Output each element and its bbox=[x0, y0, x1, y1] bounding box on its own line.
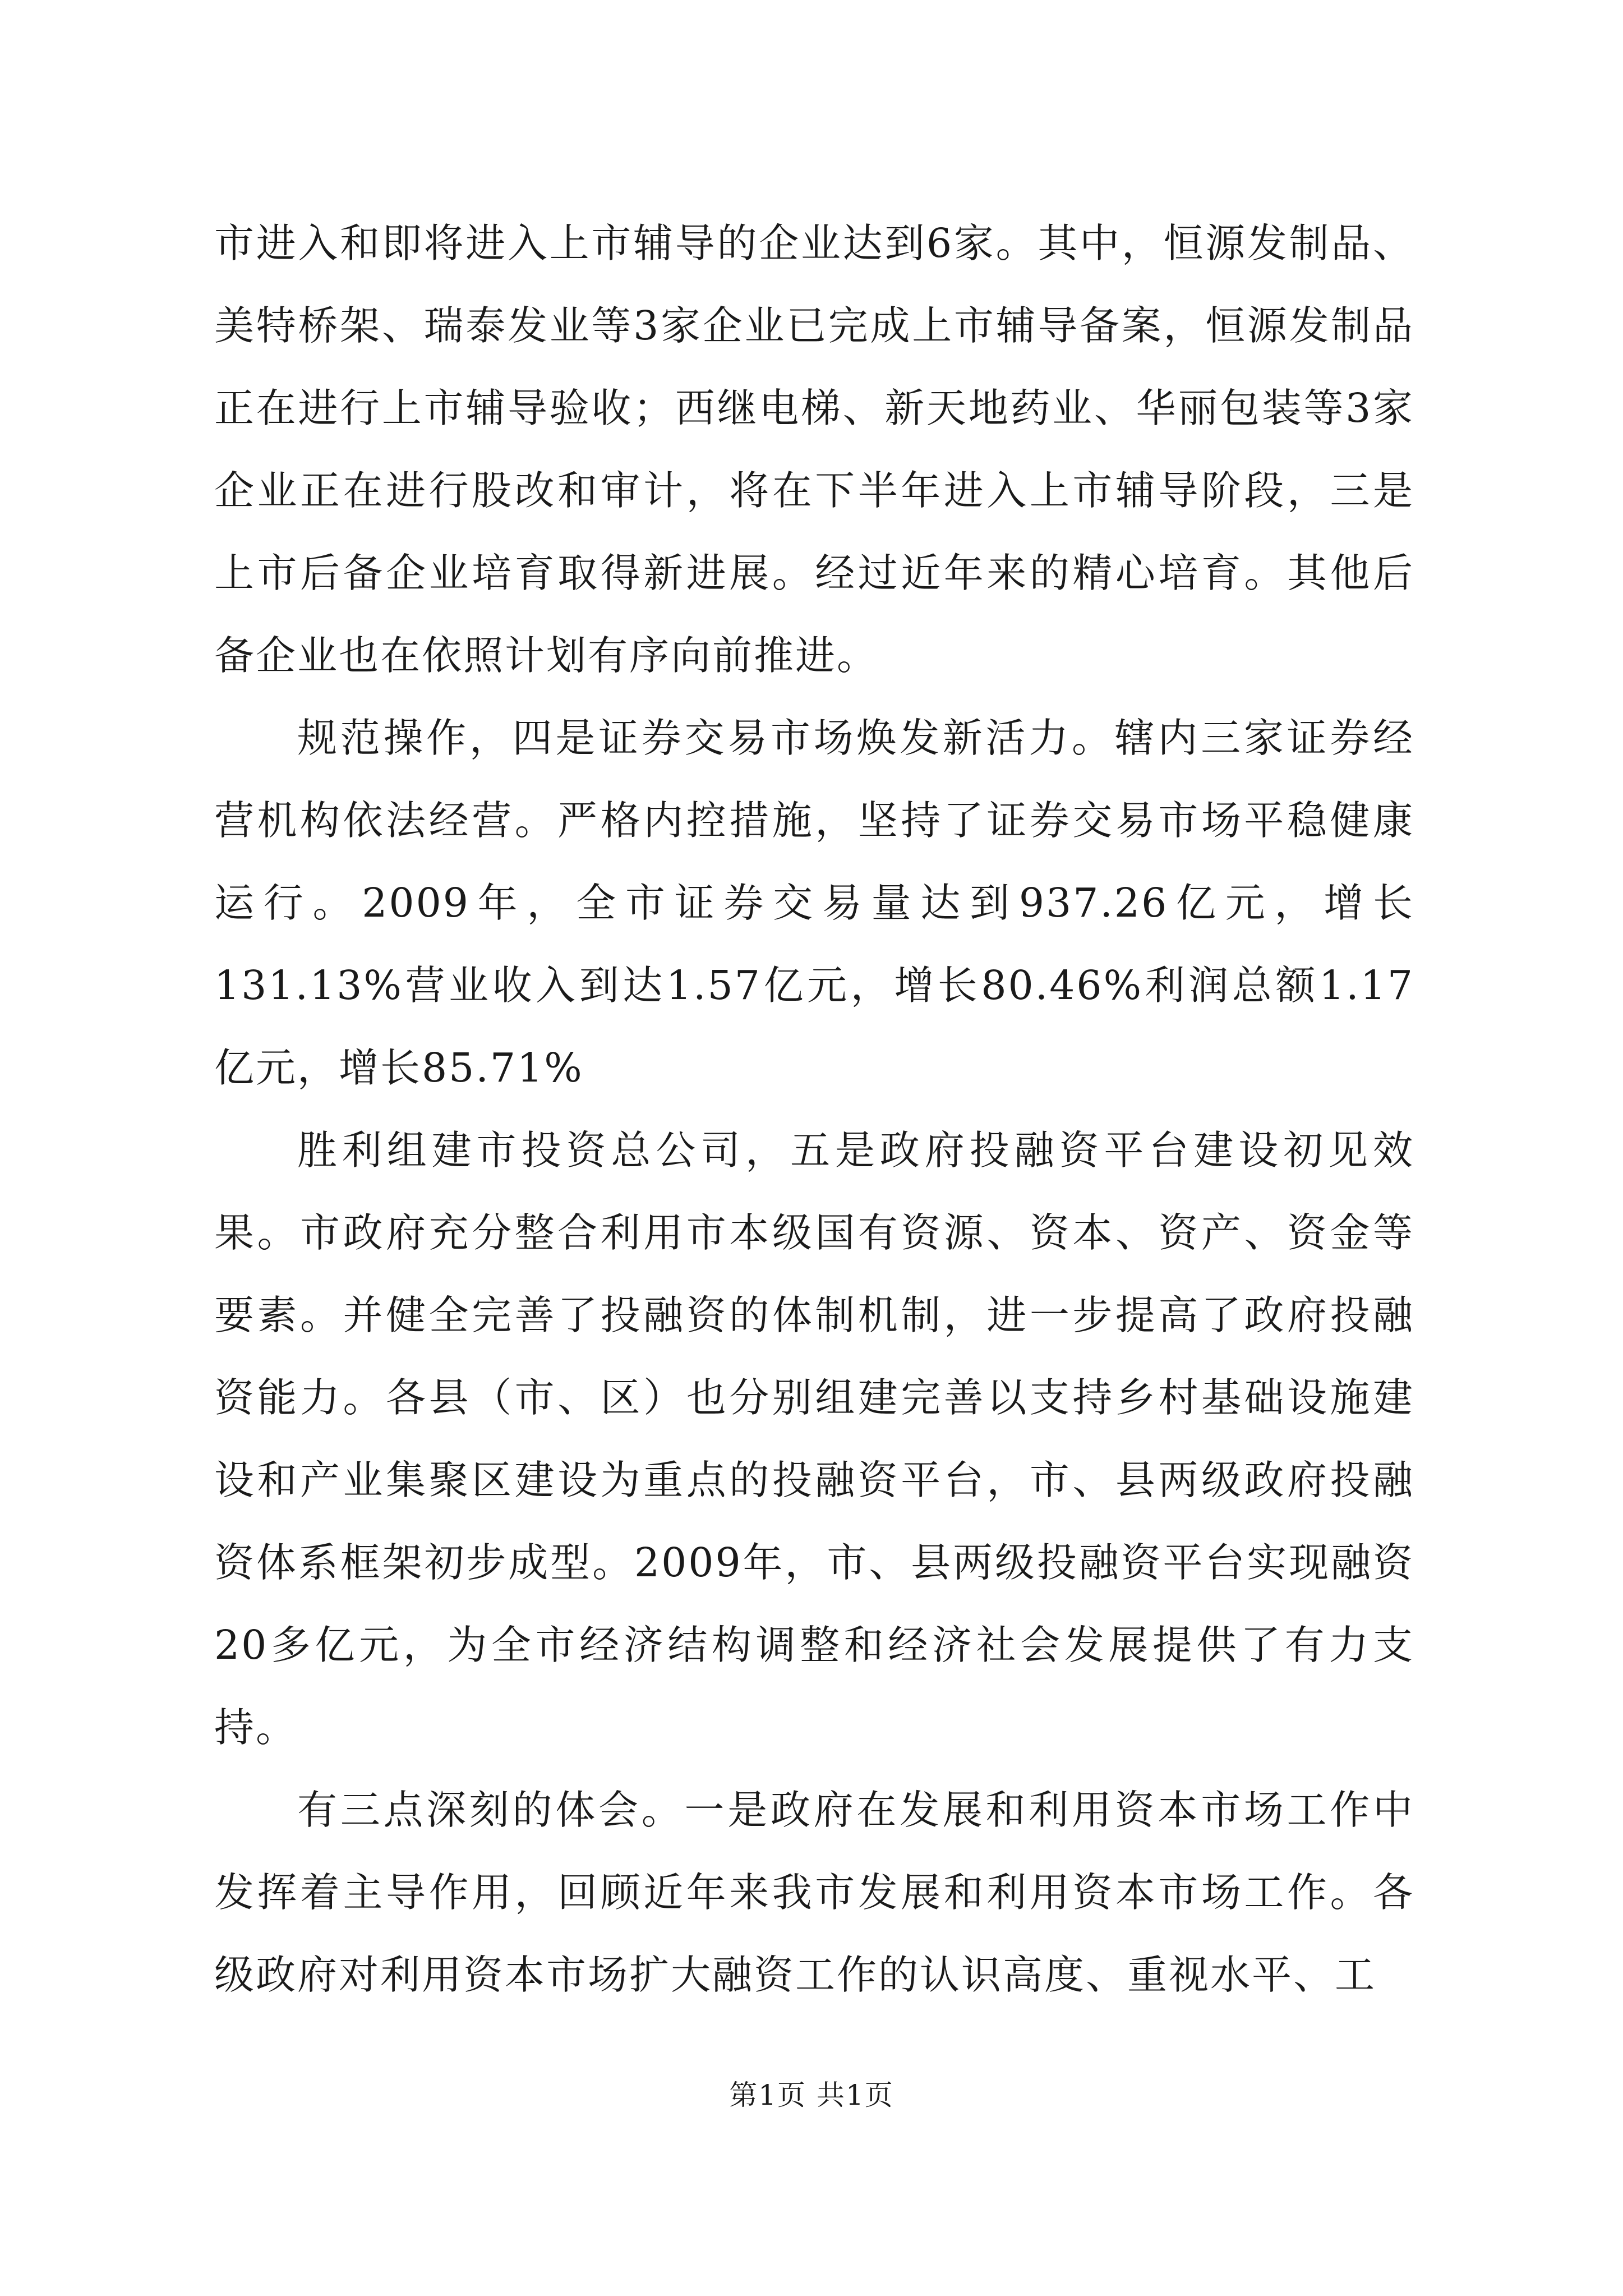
document-body bbox=[214, 202, 1414, 2016]
page-footer: 第1页 共1页 bbox=[729, 2079, 894, 2111]
paragraph-4: 有三点深刻的体会。一是政府在发展和利用资本市场工作中发挥着主导作用，回顾近年来我市发展和利用资本市场工作。各级政府对利用资本市场扩大融资工作的认识高度、重视水平、工 bbox=[214, 1787, 1414, 1998]
paragraph-2: 规范操作，四是证券交易市场焕发新活力。辖内三家证券经营机构依法经营。严格内控措施，坚持了证券交易市场平稳健康运行。2009年，全市证券交易量达到937.26亿元，增长131.13%营业收入到达1.57亿元，增长80.46%利润总额1.17亿元，增长85.71% bbox=[214, 715, 1414, 1091]
paragraph-3: 胜利组建市投资总公司，五是政府投融资平台建设初见效果。市政府充分整合利用市本级国有资源、资本、资产、资金等要素。并健全完善了投融资的体制机制，进一步提高了政府投融资能力。各县（市、区）也分别组建完善以支持乡村基础设施建设和产业集聚区建设为重点的投融资平台，市、县两级政府投融资体系框架初步成型。2009年，市、县两级投融资平台实现融资20多亿元，为全市经济结构调整和经济社会发展提供了有力支持。 bbox=[214, 1127, 1414, 1751]
paragraph-1: 市进入和即将进入上市辅导的企业达到6家。其中，恒源发制品、美特桥架、瑞泰发业等3家企业已完成上市辅导备案，恒源发制品正在进行上市辅导验收；西继电梯、新天地药业、华丽包装等3家企业正在进行股改和审计，将在下半年进入上市辅导阶段，三是上市后备企业培育取得新进展。经过近年来的精心培育。其他后备企业也在依照计划有序向前推进。 bbox=[214, 220, 1414, 679]
